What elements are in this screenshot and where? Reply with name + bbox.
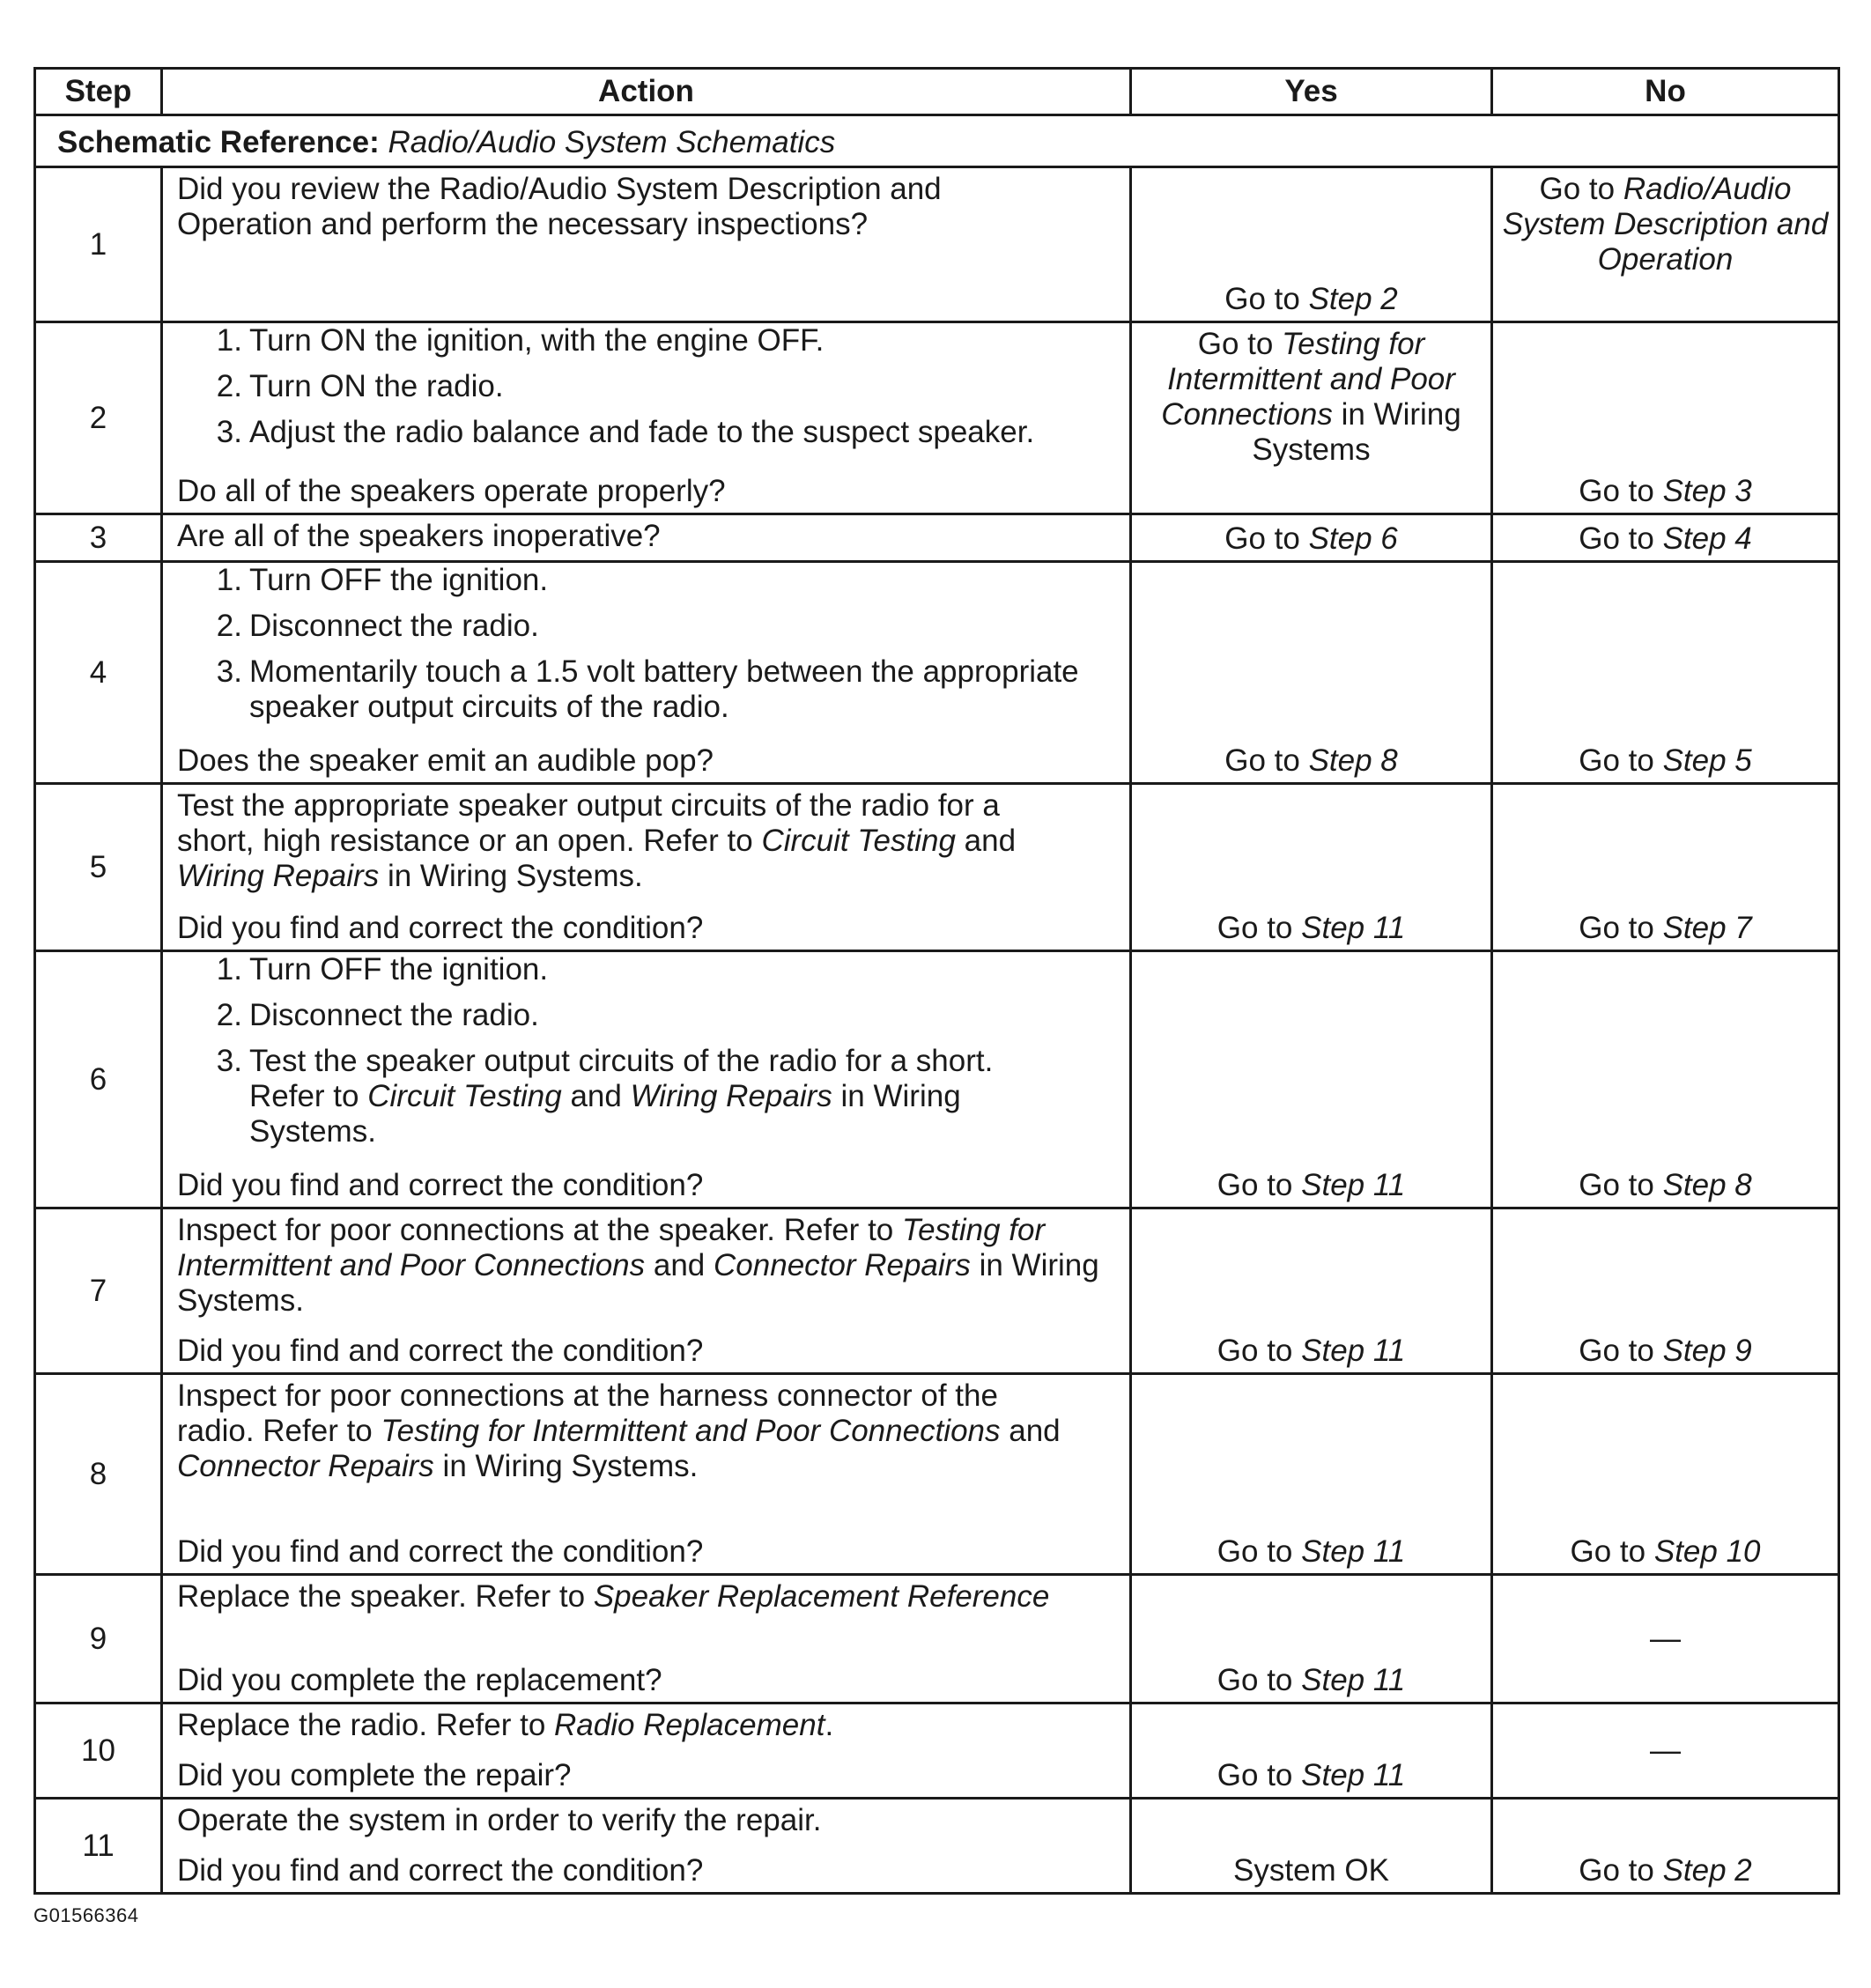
question-text: Did you find and correct the condition? [177,1168,704,1202]
yes-result [1132,323,1490,468]
substep-text: Turn ON the radio. [249,369,504,403]
no-result [1493,1168,1838,1203]
yes-prefix: Go to [1217,1534,1293,1569]
action-reference: Connector Repairs [177,1449,434,1483]
step-number: 1 [35,167,162,322]
substep-list [177,952,1113,1149]
list-item: 2. Turn ON the radio. [216,369,504,403]
yes-result [1132,1758,1490,1793]
substep-text: Adjust the radio balance and fade to the suspect speaker. [249,415,1035,449]
step-action [162,1799,1131,1894]
action-text-part: and [1009,1414,1061,1448]
table-row [35,1799,1839,1894]
yes-reference: Step 11 [1301,1534,1406,1569]
step-action [162,784,1131,951]
action-reference: Circuit Testing [761,824,956,858]
no-prefix: Go to [1579,1853,1654,1888]
yes-cell [1131,1208,1492,1374]
yes-reference: Step 11 [1301,1758,1406,1792]
action-text: Did you review the Radio/Audio System Description and Operation and perform the necessary inspections? [177,172,942,241]
no-cell [1492,167,1839,322]
schematic-reference [35,115,1839,167]
yes-result [1132,1334,1490,1369]
action-reference: Radio Replacement [554,1708,825,1742]
header-action: Action [162,69,1131,115]
step-number: 10 [35,1703,162,1799]
yes-prefix: Go to [1224,521,1300,556]
schematic-reference-value: Radio/Audio System Schematics [388,125,836,159]
list-item: 2. Disconnect the radio. [216,609,539,643]
yes-reference: Step 11 [1301,911,1406,945]
table-row [35,1374,1839,1575]
yes-reference: Step 6 [1308,521,1398,556]
yes-cell [1131,167,1492,322]
step-number: 8 [35,1374,162,1575]
action-reference: Wiring Repairs [177,859,380,893]
action-text-part: Inspect for poor connections at the speaker. Refer to [177,1213,894,1247]
yes-reference: Step 11 [1301,1334,1406,1368]
action-text-part: . [825,1708,834,1742]
step-action [162,1575,1131,1703]
step-action [162,1208,1131,1374]
no-prefix: Go to [1570,1534,1646,1569]
action-text [177,1576,1113,1615]
no-result: — [1650,1621,1681,1656]
yes-result [1132,1663,1490,1698]
list-item: 1. Turn ON the ignition, with the engine OFF. [216,323,825,358]
no-reference: Step 8 [1662,1168,1752,1202]
no-result [1493,911,1838,946]
yes-cell [1131,1703,1492,1799]
step-number: 9 [35,1575,162,1703]
step-number: 3 [35,514,162,562]
diagnostic-table-container [33,67,1838,1895]
list-item: 3. Test the speaker output circuits of the radio for a short. Refer to Circuit Testing and Wiring Repairs in Wiring Systems. [216,1044,994,1149]
no-reference: Step 5 [1662,743,1752,778]
substep-list [177,323,1113,450]
question-text: Do all of the speakers operate properly? [177,474,726,508]
no-result: — [1650,1733,1681,1768]
action-reference: Speaker Replacement Reference [593,1579,1050,1614]
no-result [1493,743,1838,779]
yes-result [1132,282,1490,317]
table-row [35,322,1839,514]
step-action [162,514,1131,562]
question-text: Did you complete the repair? [177,1758,572,1792]
question-text: Did you find and correct the condition? [177,911,704,945]
table-row [35,562,1839,784]
step-action [162,1703,1131,1799]
yes-cell [1131,562,1492,784]
question-text: Did you find and correct the condition? [177,1853,704,1888]
list-item: 1. Turn OFF the ignition. [216,952,549,987]
step-number: 11 [35,1799,162,1894]
schematic-reference-row [35,115,1839,167]
no-reference: Step 9 [1662,1334,1752,1368]
no-reference: Step 3 [1662,474,1752,508]
no-cell [1492,784,1839,951]
yes-result [1132,911,1490,946]
action-text [177,1375,1113,1484]
list-item: 2. Disconnect the radio. [216,998,539,1032]
no-cell [1492,1374,1839,1575]
no-cell [1492,322,1839,514]
diagnostic-table [33,67,1840,1895]
no-prefix: Go to [1579,474,1654,508]
no-prefix: Go to [1579,521,1654,556]
step-action [162,951,1131,1208]
no-cell [1492,1799,1839,1894]
no-reference: Step 7 [1662,911,1752,945]
table-row [35,1208,1839,1374]
list-item: 1. Turn OFF the ignition. [216,563,549,597]
no-reference: Step 4 [1662,521,1752,556]
yes-result [1132,743,1490,779]
question-text: Did you find and correct the condition? [177,1534,704,1569]
table-row [35,514,1839,562]
substep-list [177,563,1113,725]
substep-text: in Wiring Systems. [249,1079,961,1149]
step-number: 4 [35,562,162,784]
action-text-part: Inspect for poor connections at the harness connector of the radio. Refer to [177,1378,998,1448]
figure-id: G01566364 [33,1904,139,1926]
yes-prefix: Go to [1217,1334,1293,1368]
no-prefix: Go to [1579,911,1654,945]
action-text-part: Test the appropriate speaker output circuits of the radio for a short, high resistance or an open. Refer to [177,788,1000,858]
yes-prefix: Go to [1217,1663,1293,1697]
table-row [35,784,1839,951]
action-text-part: Replace the radio. Refer to [177,1708,546,1742]
yes-cell [1131,1575,1492,1703]
substep-text: Turn OFF the ignition. [249,563,549,597]
yes-reference: Step 11 [1301,1168,1406,1202]
action-text-part: Replace the speaker. Refer to [177,1579,586,1614]
step-number: 6 [35,951,162,1208]
substep-text: Disconnect the radio. [249,609,539,643]
no-prefix: Go to [1579,1334,1654,1368]
substep-text: Turn ON the ignition, with the engine OFF. [249,323,825,358]
action-text-part: and [653,1248,706,1282]
header-yes: Yes [1131,69,1492,115]
substep-reference: Circuit Testing [367,1079,562,1113]
action-text-part: in Wiring Systems. [442,1449,699,1483]
table-row [35,951,1839,1208]
yes-reference: Step 8 [1308,743,1398,778]
yes-suffix: in Wiring Systems [1252,397,1461,467]
no-result [1493,474,1838,509]
question-text: Did you find and correct the condition? [177,1334,704,1368]
no-result [1493,521,1838,557]
yes-prefix: Go to [1224,743,1300,778]
header-row [35,69,1839,115]
step-number: 7 [35,1208,162,1374]
no-cell [1492,951,1839,1208]
no-prefix: Go to [1539,172,1616,206]
action-reference: Testing for Intermittent and Poor Connections [381,1414,1001,1448]
no-result [1493,1853,1838,1888]
no-cell [1492,514,1839,562]
action-reference: Connector Repairs [714,1248,971,1282]
no-prefix: Go to [1579,743,1654,778]
yes-reference: Step 11 [1301,1663,1406,1697]
step-action [162,1374,1131,1575]
action-text-part: and [964,824,1017,858]
substep-text: Momentarily touch a 1.5 volt battery between the appropriate speaker output circuits of the radio. [249,654,1079,724]
no-result [1493,1334,1838,1369]
step-action [162,167,1131,322]
header-no: No [1492,69,1839,115]
table-row [35,1703,1839,1799]
yes-result [1132,1534,1490,1570]
yes-cell [1131,951,1492,1208]
action-text-part: in Wiring Systems. [177,1248,1099,1318]
yes-reference: Testing for Intermittent and Poor Connections [1161,327,1455,432]
yes-cell [1131,1374,1492,1575]
action-text [177,785,1113,894]
action-text [177,1209,1113,1319]
yes-prefix: Go to [1197,327,1274,361]
yes-prefix: Go to [1217,911,1293,945]
yes-cell [1131,1799,1492,1894]
no-reference: Step 10 [1653,1534,1761,1569]
yes-prefix: Go to [1217,1758,1293,1792]
substep-text: and [570,1079,622,1113]
no-result [1493,168,1838,277]
question-text: Did you complete the replacement? [177,1663,662,1697]
substep-text: Test the speaker output circuits of the radio for a short. Refer to [249,1044,994,1113]
substep-text: Disconnect the radio. [249,998,539,1032]
action-text: Operate the system in order to verify the repair. [177,1803,822,1837]
yes-result: System OK [1233,1853,1389,1888]
no-reference: Step 2 [1662,1853,1752,1888]
yes-prefix: Go to [1224,282,1300,316]
yes-cell [1131,514,1492,562]
substep-reference: Wiring Repairs [630,1079,832,1113]
no-cell [1492,562,1839,784]
step-action [162,562,1131,784]
substep-text: Turn OFF the ignition. [249,952,549,987]
yes-result [1132,1168,1490,1203]
schematic-reference-label: Schematic Reference: [57,125,380,159]
table-row [35,167,1839,322]
action-reference: Testing for Intermittent and Poor Connections [177,1213,1046,1282]
yes-prefix: Go to [1217,1168,1293,1202]
no-cell [1492,1703,1839,1799]
action-text-part: in Wiring Systems. [387,859,643,893]
header-step: Step [35,69,162,115]
no-result [1493,1534,1838,1570]
question-text: Does the speaker emit an audible pop? [177,743,714,778]
step-number: 5 [35,784,162,951]
no-prefix: Go to [1579,1168,1654,1202]
yes-cell [1131,322,1492,514]
no-cell [1492,1575,1839,1703]
yes-reference: Step 2 [1308,282,1398,316]
yes-result [1132,521,1490,557]
table-row [35,1575,1839,1703]
list-item: 3. Momentarily touch a 1.5 volt battery between the appropriate speaker output circuits of the radio. [216,654,1079,724]
action-text: Are all of the speakers inoperative? [177,519,661,553]
no-reference: Radio/Audio System Description and Operation [1502,172,1829,277]
action-text [177,1704,1113,1743]
step-action [162,322,1131,514]
no-cell [1492,1208,1839,1374]
yes-cell [1131,784,1492,951]
list-item: 3. Adjust the radio balance and fade to the suspect speaker. [216,415,1035,449]
step-number: 2 [35,322,162,514]
